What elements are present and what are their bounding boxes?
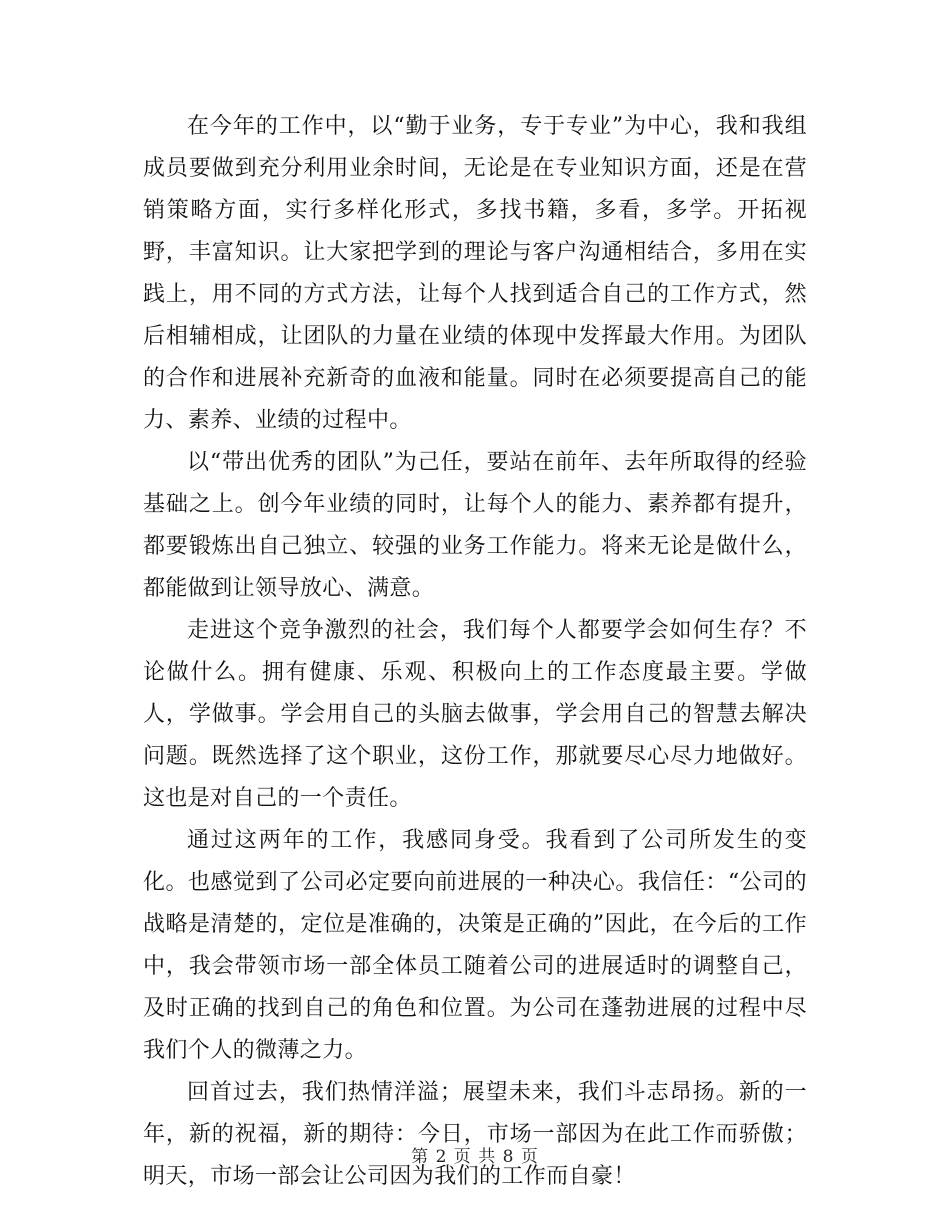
paragraph-1: 在今年的工作中，以“勤于业务，专于专业”为中心，我和我组成员要做到充分利用业余时间，无论是在专业知识方面，还是在营销策略方面，实行多样化形式，多找书籍，多看，多学。开拓视野，丰富知识。让大家把学到的理论与客户沟通相结合，多用在实践上，用不同的方式方法，让每个人找到适合自己的工作方式，然后相辅相成，让团队的力量在业绩的体现中发挥最大作用。为团队的合作和进展补充新奇的血液和能量。同时在必须要提高自己的能力、素养、业绩的过程中。 — [143, 114, 807, 433]
page-footer: 第 2 页 共 8 页 — [411, 1147, 539, 1167]
paragraph-4: 通过这两年的工作，我感同身受。我看到了公司所发生的变化。也感觉到了公司必定要向前进展的一种决心。我信任：“公司的战略是清楚的，定位是准确的，决策是正确的”因此，在今后的工作中，我会带领市场一部全体员工随着公司的进展适时的调整自己，及时正确的找到自己的角色和位置。为公司在蓬勃进展的过程中尽我们个人的微薄之力。 — [143, 828, 807, 1063]
paragraph-5: 回首过去，我们热情洋溢；展望未来，我们斗志昂扬。新的一年，新的祝福，新的期待：今日，市场一部因为在此工作而骄傲；明天，市场一部会让公司因为我们的工作而自豪！ — [143, 1080, 807, 1189]
paragraph-3: 走进这个竞争激烈的社会，我们每个人都要学会如何生存？不论做什么。拥有健康、乐观、积极向上的工作态度最主要。学做人，学做事。学会用自己的头脑去做事，学会用自己的智慧去解决问题。既然选择了这个职业，这份工作，那就要尽心尽力地做好。这也是对自己的一个责任。 — [143, 618, 807, 811]
document-body — [143, 106, 807, 1198]
paragraph-2: 以“带出优秀的团队”为己任，要站在前年、去年所取得的经验基础之上。创今年业绩的同时，让每个人的能力、素养都有提升，都要锻炼出自己独立、较强的业务工作能力。将来无论是做什么，都能做到让领导放心、满意。 — [143, 450, 807, 601]
